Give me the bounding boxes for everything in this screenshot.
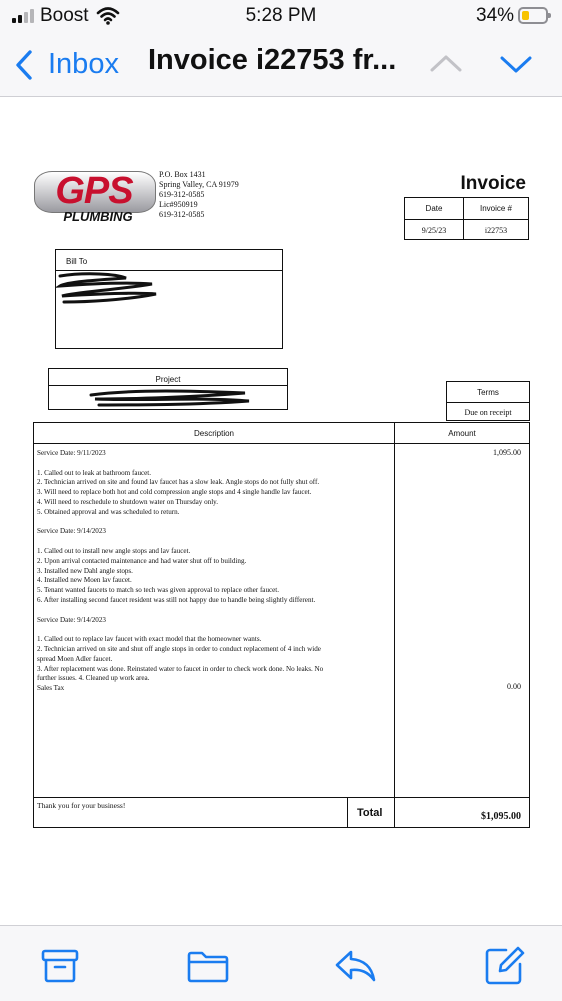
back-to-inbox-button[interactable] [12, 44, 119, 84]
project-box [48, 368, 288, 410]
invoice-document[interactable] [0, 97, 562, 925]
description-line: further issues. 4. Cleaned up work area. [37, 674, 150, 683]
total-label: Total [357, 807, 383, 819]
description-line: 1. Called out to leak at bathroom faucet. [37, 468, 152, 477]
gps-plumbing-logo [34, 171, 156, 229]
archive-icon [38, 944, 82, 988]
description-line: 1. Called out to replace lav faucet with exact model that the homeowner wants. [37, 635, 262, 644]
invoice-number: i22753 [484, 226, 508, 235]
description-line: spread Moen Adler faucet. [37, 654, 113, 663]
mail-nav-bar [0, 34, 562, 97]
invoice-title: Invoice [460, 173, 526, 194]
bottom-toolbar [0, 925, 562, 1001]
description-line: 2. Upon arrival contacted maintenance and had water shut off to building. [37, 556, 247, 565]
carrier-label: Boost [40, 5, 89, 26]
description-line: Sales Tax [37, 684, 65, 693]
address-line: P.O. Box 1431 [159, 170, 206, 179]
amount-header: Amount [448, 429, 476, 438]
sales-tax-amount: 0.00 [507, 682, 521, 691]
redaction-scribble [56, 270, 166, 306]
description-line [37, 459, 393, 469]
redaction-scribble [85, 385, 255, 409]
line-item-amount: 1,095.00 [493, 448, 521, 457]
description-line: Service Date: 9/14/2023 [37, 615, 106, 624]
address-line: Lic#950919 [159, 200, 198, 209]
description-line [37, 625, 393, 635]
move-to-folder-button[interactable] [186, 944, 230, 988]
description-line: 2. Technician arrived on site and shut off angle stops in order to conduct replacement of 4 inch wide [37, 644, 321, 653]
date-header: Date [425, 204, 443, 213]
invoice-date: 9/25/23 [421, 226, 447, 235]
logo-text: GPS [55, 170, 133, 212]
line-item-description [37, 449, 393, 694]
next-message-button[interactable] [496, 46, 536, 82]
description-header: Description [193, 429, 234, 438]
address-line: 619-312-0585 [159, 210, 205, 219]
address-line: Spring Valley, CA 91979 [159, 180, 239, 189]
message-subject: Invoice i22753 fr... [148, 44, 397, 76]
description-line [37, 518, 393, 528]
bill-to-label: Bill To [66, 257, 88, 266]
terms-box [446, 381, 530, 421]
description-line: 3. After replacement was done. Reinstated water to faucet in order to check work done. No leaks. No [37, 664, 324, 673]
terms-value: Due on receipt [464, 408, 512, 417]
description-line: 6. After installing second faucet resident was still not happy due to handle being slightly different. [37, 595, 316, 604]
description-line: Service Date: 9/14/2023 [37, 527, 106, 536]
description-line: Service Date: 9/11/2023 [37, 449, 106, 457]
total-amount: $1,095.00 [481, 811, 521, 822]
reply-button[interactable] [333, 944, 377, 988]
status-time: 5:28 PM [245, 5, 317, 26]
description-line [37, 606, 393, 616]
invoice-footer-row [33, 797, 530, 828]
bill-to-box [55, 249, 283, 349]
archive-button[interactable] [38, 944, 82, 988]
description-line: 5. Tenant wanted faucets to match so tech was given approval to replace other faucet. [37, 586, 280, 595]
back-label: Inbox [48, 48, 119, 80]
folder-icon [186, 944, 230, 988]
battery-level [522, 11, 529, 20]
invoice-meta-table [404, 197, 529, 240]
status-bar [0, 0, 562, 34]
previous-message-button[interactable] [426, 46, 466, 82]
description-line: 2. Technician arrived on site and found lav faucet has a slow leak. Angle stops do not fully shut off. [37, 478, 320, 487]
logo-subtext: PLUMBING [63, 209, 133, 224]
invoice-number-header: Invoice # [479, 204, 513, 213]
description-line: 3. Will need to replace both hot and cold compression angle stops and 4 single handle lav faucet. [37, 488, 312, 497]
description-line: 5. Obtained approval and was scheduled to return. [37, 507, 180, 516]
description-line [37, 537, 393, 547]
company-address [159, 170, 239, 220]
reply-icon [333, 944, 377, 988]
chevron-left-icon [14, 50, 34, 80]
battery-icon [518, 7, 548, 24]
thank-you-note: Thank you for your business! [37, 801, 126, 810]
address-line: 619-312-0585 [159, 190, 205, 199]
description-line: 3. Installed new Dahl angle stops. [37, 566, 133, 575]
terms-label: Terms [477, 388, 499, 397]
battery-percent: 34% [476, 5, 515, 26]
compose-button[interactable] [482, 944, 526, 988]
line-items-table [33, 422, 530, 828]
compose-icon [482, 944, 526, 988]
project-label: Project [155, 375, 181, 384]
chevron-down-icon [496, 46, 536, 82]
description-line: 4. Installed new Moen lav faucet. [37, 576, 132, 585]
description-line: 4. Will need to reschedule to shutdown water on Thursday only. [37, 497, 219, 506]
chevron-up-icon [426, 46, 466, 82]
description-line: 1. Called out to install new angle stops and lav faucet. [37, 546, 191, 555]
